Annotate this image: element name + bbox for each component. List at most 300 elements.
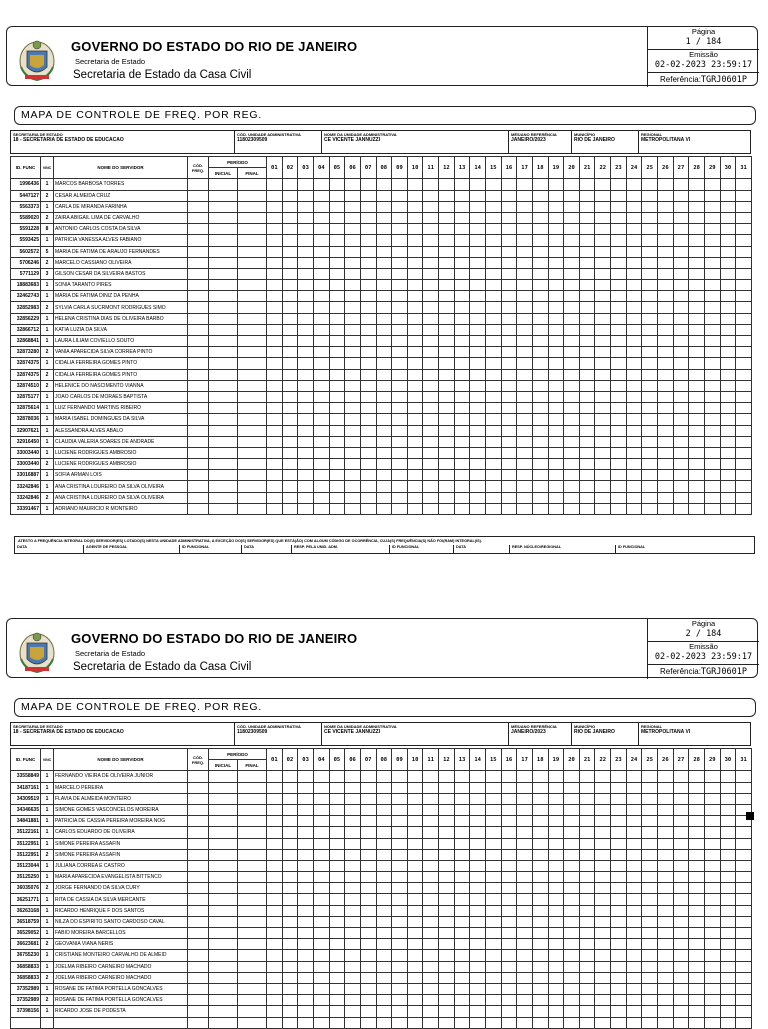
day-cell[interactable] (485, 939, 501, 950)
day-cell[interactable] (345, 246, 361, 257)
day-cell[interactable] (532, 905, 548, 916)
day-cell[interactable] (548, 403, 564, 414)
entry-cell[interactable] (238, 280, 267, 291)
day-cell[interactable] (282, 793, 298, 804)
day-cell[interactable] (313, 291, 329, 302)
day-cell[interactable] (345, 391, 361, 402)
day-cell[interactable] (392, 201, 408, 212)
day-cell[interactable] (392, 905, 408, 916)
day-cell[interactable] (360, 961, 376, 972)
day-cell[interactable] (595, 212, 611, 223)
day-cell[interactable] (439, 1017, 455, 1028)
day-cell[interactable] (532, 324, 548, 335)
day-cell[interactable] (376, 816, 392, 827)
day-cell[interactable] (626, 849, 642, 860)
day-cell[interactable] (579, 336, 595, 347)
day-cell[interactable] (423, 771, 439, 782)
day-cell[interactable] (329, 905, 345, 916)
day-cell[interactable] (532, 983, 548, 994)
day-cell[interactable] (642, 972, 658, 983)
day-cell[interactable] (329, 503, 345, 514)
entry-cell[interactable] (238, 291, 267, 302)
day-cell[interactable] (579, 257, 595, 268)
day-cell[interactable] (626, 872, 642, 883)
day-cell[interactable] (595, 235, 611, 246)
day-cell[interactable] (282, 224, 298, 235)
day-cell[interactable] (360, 324, 376, 335)
day-cell[interactable] (673, 257, 689, 268)
day-cell[interactable] (673, 916, 689, 927)
entry-cell[interactable] (238, 347, 267, 358)
day-cell[interactable] (642, 481, 658, 492)
day-cell[interactable] (720, 782, 736, 793)
day-cell[interactable] (423, 391, 439, 402)
entry-cell[interactable] (188, 403, 209, 414)
day-cell[interactable] (376, 860, 392, 871)
day-cell[interactable] (313, 950, 329, 961)
day-cell[interactable] (658, 838, 674, 849)
entry-cell[interactable] (209, 224, 238, 235)
day-cell[interactable] (704, 403, 720, 414)
day-cell[interactable] (673, 470, 689, 481)
day-cell[interactable] (329, 928, 345, 939)
day-cell[interactable] (282, 872, 298, 883)
entry-cell[interactable] (209, 414, 238, 425)
day-cell[interactable] (439, 782, 455, 793)
day-cell[interactable] (439, 302, 455, 313)
day-cell[interactable] (517, 291, 533, 302)
day-cell[interactable] (704, 212, 720, 223)
day-cell[interactable] (689, 939, 705, 950)
day-cell[interactable] (548, 883, 564, 894)
day-cell[interactable] (329, 280, 345, 291)
day-cell[interactable] (470, 369, 486, 380)
day-cell[interactable] (689, 894, 705, 905)
day-cell[interactable] (439, 280, 455, 291)
day-cell[interactable] (439, 459, 455, 470)
day-cell[interactable] (579, 425, 595, 436)
entry-cell[interactable] (238, 995, 267, 1006)
day-cell[interactable] (298, 894, 314, 905)
day-cell[interactable] (704, 246, 720, 257)
day-cell[interactable] (704, 179, 720, 190)
entry-cell[interactable] (209, 257, 238, 268)
day-cell[interactable] (611, 883, 627, 894)
day-cell[interactable] (439, 324, 455, 335)
day-cell[interactable] (360, 860, 376, 871)
day-cell[interactable] (689, 928, 705, 939)
entry-cell[interactable] (209, 1006, 238, 1017)
day-cell[interactable] (704, 827, 720, 838)
day-cell[interactable] (392, 268, 408, 279)
day-cell[interactable] (673, 380, 689, 391)
day-cell[interactable] (485, 804, 501, 815)
day-cell[interactable] (548, 481, 564, 492)
day-cell[interactable] (454, 470, 470, 481)
day-cell[interactable] (517, 950, 533, 961)
day-cell[interactable] (736, 481, 752, 492)
day-cell[interactable] (439, 470, 455, 481)
day-cell[interactable] (267, 414, 283, 425)
day-cell[interactable] (376, 950, 392, 961)
day-cell[interactable] (736, 916, 752, 927)
day-cell[interactable] (485, 782, 501, 793)
day-cell[interactable] (485, 324, 501, 335)
day-cell[interactable] (517, 268, 533, 279)
entry-cell[interactable] (209, 894, 238, 905)
day-cell[interactable] (267, 391, 283, 402)
day-cell[interactable] (423, 436, 439, 447)
entry-cell[interactable] (238, 246, 267, 257)
day-cell[interactable] (689, 291, 705, 302)
day-cell[interactable] (313, 347, 329, 358)
day-cell[interactable] (689, 1017, 705, 1028)
day-cell[interactable] (298, 324, 314, 335)
day-cell[interactable] (360, 369, 376, 380)
day-cell[interactable] (470, 492, 486, 503)
day-cell[interactable] (626, 324, 642, 335)
entry-cell[interactable] (188, 235, 209, 246)
day-cell[interactable] (423, 972, 439, 983)
day-cell[interactable] (376, 246, 392, 257)
day-cell[interactable] (579, 972, 595, 983)
day-cell[interactable] (626, 459, 642, 470)
day-cell[interactable] (579, 358, 595, 369)
day-cell[interactable] (532, 425, 548, 436)
day-cell[interactable] (517, 995, 533, 1006)
day-cell[interactable] (501, 235, 517, 246)
day-cell[interactable] (470, 380, 486, 391)
entry-cell[interactable] (209, 246, 238, 257)
day-cell[interactable] (470, 403, 486, 414)
day-cell[interactable] (704, 291, 720, 302)
day-cell[interactable] (360, 224, 376, 235)
day-cell[interactable] (439, 961, 455, 972)
day-cell[interactable] (704, 391, 720, 402)
day-cell[interactable] (454, 212, 470, 223)
day-cell[interactable] (626, 838, 642, 849)
day-cell[interactable] (423, 347, 439, 358)
day-cell[interactable] (439, 391, 455, 402)
day-cell[interactable] (689, 838, 705, 849)
day-cell[interactable] (267, 972, 283, 983)
day-cell[interactable] (329, 436, 345, 447)
day-cell[interactable] (642, 268, 658, 279)
day-cell[interactable] (564, 827, 580, 838)
day-cell[interactable] (579, 838, 595, 849)
day-cell[interactable] (611, 860, 627, 871)
day-cell[interactable] (564, 894, 580, 905)
day-cell[interactable] (517, 179, 533, 190)
day-cell[interactable] (673, 313, 689, 324)
day-cell[interactable] (360, 849, 376, 860)
day-cell[interactable] (736, 235, 752, 246)
day-cell[interactable] (658, 201, 674, 212)
day-cell[interactable] (267, 336, 283, 347)
day-cell[interactable] (595, 771, 611, 782)
day-cell[interactable] (376, 916, 392, 927)
day-cell[interactable] (423, 995, 439, 1006)
day-cell[interactable] (439, 849, 455, 860)
day-cell[interactable] (595, 950, 611, 961)
day-cell[interactable] (736, 793, 752, 804)
day-cell[interactable] (689, 782, 705, 793)
day-cell[interactable] (689, 358, 705, 369)
day-cell[interactable] (454, 816, 470, 827)
day-cell[interactable] (689, 503, 705, 514)
entry-cell[interactable] (209, 503, 238, 514)
day-cell[interactable] (579, 916, 595, 927)
day-cell[interactable] (548, 436, 564, 447)
day-cell[interactable] (439, 872, 455, 883)
day-cell[interactable] (392, 503, 408, 514)
day-cell[interactable] (345, 201, 361, 212)
day-cell[interactable] (689, 860, 705, 871)
day-cell[interactable] (392, 447, 408, 458)
day-cell[interactable] (517, 916, 533, 927)
day-cell[interactable] (720, 894, 736, 905)
day-cell[interactable] (423, 816, 439, 827)
day-cell[interactable] (595, 280, 611, 291)
day-cell[interactable] (579, 224, 595, 235)
day-cell[interactable] (517, 436, 533, 447)
day-cell[interactable] (611, 1017, 627, 1028)
day-cell[interactable] (345, 838, 361, 849)
day-cell[interactable] (298, 313, 314, 324)
day-cell[interactable] (720, 860, 736, 871)
day-cell[interactable] (454, 246, 470, 257)
day-cell[interactable] (454, 391, 470, 402)
day-cell[interactable] (704, 268, 720, 279)
day-cell[interactable] (579, 201, 595, 212)
day-cell[interactable] (642, 849, 658, 860)
day-cell[interactable] (329, 212, 345, 223)
day-cell[interactable] (267, 939, 283, 950)
day-cell[interactable] (517, 257, 533, 268)
day-cell[interactable] (454, 436, 470, 447)
day-cell[interactable] (282, 470, 298, 481)
day-cell[interactable] (376, 190, 392, 201)
day-cell[interactable] (454, 849, 470, 860)
day-cell[interactable] (595, 358, 611, 369)
entry-cell[interactable] (188, 883, 209, 894)
day-cell[interactable] (595, 860, 611, 871)
day-cell[interactable] (501, 860, 517, 871)
day-cell[interactable] (673, 782, 689, 793)
day-cell[interactable] (689, 816, 705, 827)
day-cell[interactable] (407, 481, 423, 492)
day-cell[interactable] (564, 503, 580, 514)
day-cell[interactable] (392, 369, 408, 380)
day-cell[interactable] (485, 201, 501, 212)
day-cell[interactable] (439, 336, 455, 347)
day-cell[interactable] (642, 916, 658, 927)
day-cell[interactable] (282, 212, 298, 223)
day-cell[interactable] (532, 212, 548, 223)
day-cell[interactable] (282, 827, 298, 838)
day-cell[interactable] (564, 369, 580, 380)
day-cell[interactable] (376, 804, 392, 815)
day-cell[interactable] (485, 347, 501, 358)
day-cell[interactable] (360, 212, 376, 223)
day-cell[interactable] (704, 782, 720, 793)
day-cell[interactable] (689, 950, 705, 961)
day-cell[interactable] (298, 983, 314, 994)
day-cell[interactable] (470, 224, 486, 235)
day-cell[interactable] (689, 436, 705, 447)
day-cell[interactable] (454, 425, 470, 436)
day-cell[interactable] (736, 961, 752, 972)
day-cell[interactable] (470, 849, 486, 860)
day-cell[interactable] (485, 235, 501, 246)
day-cell[interactable] (345, 771, 361, 782)
day-cell[interactable] (595, 1017, 611, 1028)
day-cell[interactable] (392, 347, 408, 358)
day-cell[interactable] (611, 939, 627, 950)
day-cell[interactable] (532, 280, 548, 291)
day-cell[interactable] (282, 414, 298, 425)
day-cell[interactable] (267, 212, 283, 223)
day-cell[interactable] (517, 816, 533, 827)
day-cell[interactable] (392, 849, 408, 860)
day-cell[interactable] (454, 983, 470, 994)
day-cell[interactable] (642, 470, 658, 481)
day-cell[interactable] (689, 447, 705, 458)
day-cell[interactable] (329, 883, 345, 894)
day-cell[interactable] (470, 916, 486, 927)
day-cell[interactable] (313, 190, 329, 201)
day-cell[interactable] (313, 369, 329, 380)
day-cell[interactable] (360, 995, 376, 1006)
day-cell[interactable] (548, 816, 564, 827)
day-cell[interactable] (642, 201, 658, 212)
day-cell[interactable] (392, 425, 408, 436)
day-cell[interactable] (517, 972, 533, 983)
day-cell[interactable] (329, 827, 345, 838)
day-cell[interactable] (579, 459, 595, 470)
day-cell[interactable] (673, 771, 689, 782)
day-cell[interactable] (642, 391, 658, 402)
day-cell[interactable] (736, 860, 752, 871)
day-cell[interactable] (298, 246, 314, 257)
day-cell[interactable] (658, 961, 674, 972)
entry-cell[interactable] (188, 425, 209, 436)
day-cell[interactable] (392, 995, 408, 1006)
entry-cell[interactable] (188, 212, 209, 223)
day-cell[interactable] (704, 201, 720, 212)
entry-cell[interactable] (209, 201, 238, 212)
entry-cell[interactable] (188, 492, 209, 503)
day-cell[interactable] (376, 972, 392, 983)
entry-cell[interactable] (188, 961, 209, 972)
day-cell[interactable] (642, 347, 658, 358)
entry-cell[interactable] (209, 782, 238, 793)
day-cell[interactable] (532, 793, 548, 804)
day-cell[interactable] (298, 414, 314, 425)
day-cell[interactable] (658, 1006, 674, 1017)
day-cell[interactable] (439, 447, 455, 458)
day-cell[interactable] (360, 1006, 376, 1017)
day-cell[interactable] (423, 939, 439, 950)
day-cell[interactable] (439, 403, 455, 414)
day-cell[interactable] (626, 347, 642, 358)
day-cell[interactable] (626, 268, 642, 279)
day-cell[interactable] (532, 291, 548, 302)
entry-cell[interactable] (209, 916, 238, 927)
day-cell[interactable] (564, 212, 580, 223)
day-cell[interactable] (736, 403, 752, 414)
day-cell[interactable] (673, 1006, 689, 1017)
day-cell[interactable] (548, 414, 564, 425)
day-cell[interactable] (376, 447, 392, 458)
day-cell[interactable] (423, 849, 439, 860)
day-cell[interactable] (282, 905, 298, 916)
day-cell[interactable] (392, 939, 408, 950)
day-cell[interactable] (298, 391, 314, 402)
day-cell[interactable] (313, 849, 329, 860)
day-cell[interactable] (439, 894, 455, 905)
day-cell[interactable] (282, 391, 298, 402)
day-cell[interactable] (548, 291, 564, 302)
day-cell[interactable] (470, 201, 486, 212)
day-cell[interactable] (267, 447, 283, 458)
day-cell[interactable] (658, 179, 674, 190)
day-cell[interactable] (720, 905, 736, 916)
day-cell[interactable] (313, 1006, 329, 1017)
day-cell[interactable] (329, 782, 345, 793)
day-cell[interactable] (689, 224, 705, 235)
day-cell[interactable] (704, 459, 720, 470)
entry-cell[interactable] (209, 380, 238, 391)
day-cell[interactable] (720, 212, 736, 223)
day-cell[interactable] (532, 503, 548, 514)
day-cell[interactable] (736, 291, 752, 302)
day-cell[interactable] (485, 905, 501, 916)
day-cell[interactable] (689, 302, 705, 313)
day-cell[interactable] (548, 872, 564, 883)
day-cell[interactable] (595, 983, 611, 994)
day-cell[interactable] (704, 894, 720, 905)
day-cell[interactable] (611, 425, 627, 436)
day-cell[interactable] (564, 291, 580, 302)
day-cell[interactable] (642, 939, 658, 950)
day-cell[interactable] (673, 804, 689, 815)
day-cell[interactable] (376, 425, 392, 436)
day-cell[interactable] (579, 436, 595, 447)
day-cell[interactable] (626, 280, 642, 291)
day-cell[interactable] (532, 950, 548, 961)
day-cell[interactable] (470, 883, 486, 894)
day-cell[interactable] (720, 436, 736, 447)
day-cell[interactable] (360, 503, 376, 514)
day-cell[interactable] (689, 916, 705, 927)
day-cell[interactable] (736, 849, 752, 860)
day-cell[interactable] (611, 972, 627, 983)
day-cell[interactable] (439, 939, 455, 950)
day-cell[interactable] (611, 503, 627, 514)
day-cell[interactable] (704, 860, 720, 871)
day-cell[interactable] (642, 336, 658, 347)
day-cell[interactable] (658, 793, 674, 804)
day-cell[interactable] (407, 872, 423, 883)
day-cell[interactable] (345, 447, 361, 458)
day-cell[interactable] (454, 481, 470, 492)
day-cell[interactable] (267, 425, 283, 436)
day-cell[interactable] (423, 414, 439, 425)
day-cell[interactable] (392, 235, 408, 246)
day-cell[interactable] (454, 804, 470, 815)
entry-cell[interactable] (209, 771, 238, 782)
